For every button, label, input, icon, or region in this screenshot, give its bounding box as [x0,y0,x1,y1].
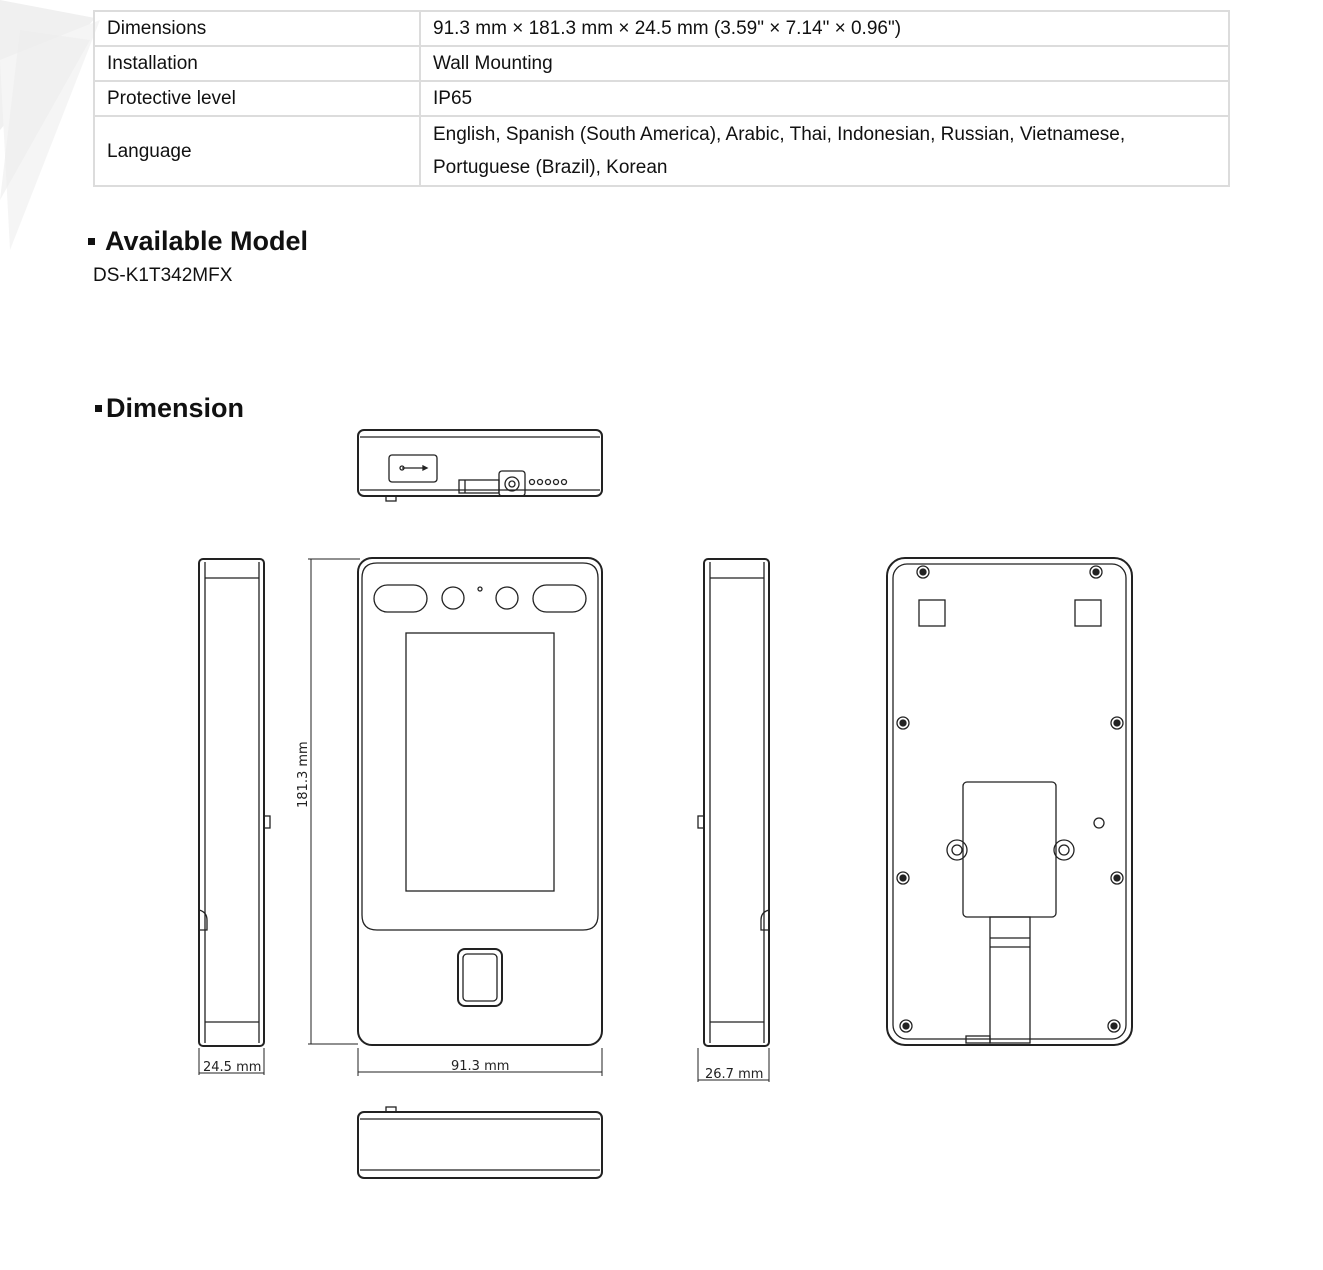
device-front-view [358,558,602,1045]
spec-value: Wall Mounting [420,46,1229,81]
spec-value: English, Spanish (South America), Arabic, Thai, Indonesian, Russian, Vietnamese, Portuguese (Brazil), Korean [420,116,1229,186]
screw-hole [897,566,1123,1032]
device-top-view [358,430,602,501]
spec-label: Protective level [94,81,420,116]
height-label: 181.3 mm [296,741,311,808]
height-dimension-line [308,559,360,1044]
width-label: 91.3 mm [451,1059,510,1074]
spec-label: Dimensions [94,11,420,46]
depth-label: 24.5 mm [203,1060,262,1075]
device-back-view [887,558,1132,1045]
available-model-title: Available Model [105,226,309,256]
spec-label: Installation [94,46,420,81]
model-number: DS-K1T342MFX [93,265,233,286]
device-right-side-view [698,559,769,1046]
spec-value: 91.3 mm × 181.3 mm × 24.5 mm (3.59" × 7.14" × 0.96") [420,11,1229,46]
mounting-plate [963,782,1056,917]
spec-value: IP65 [420,81,1229,116]
spec-label: Language [94,116,420,186]
device-bottom-view [358,1107,602,1178]
usb-icon [400,466,427,470]
bracket-depth-label: 26.7 mm [705,1067,764,1082]
screen [406,633,554,891]
device-left-side-view [199,559,270,1046]
dimension-title: Dimension [106,393,245,423]
fingerprint-sensor [458,949,502,1006]
